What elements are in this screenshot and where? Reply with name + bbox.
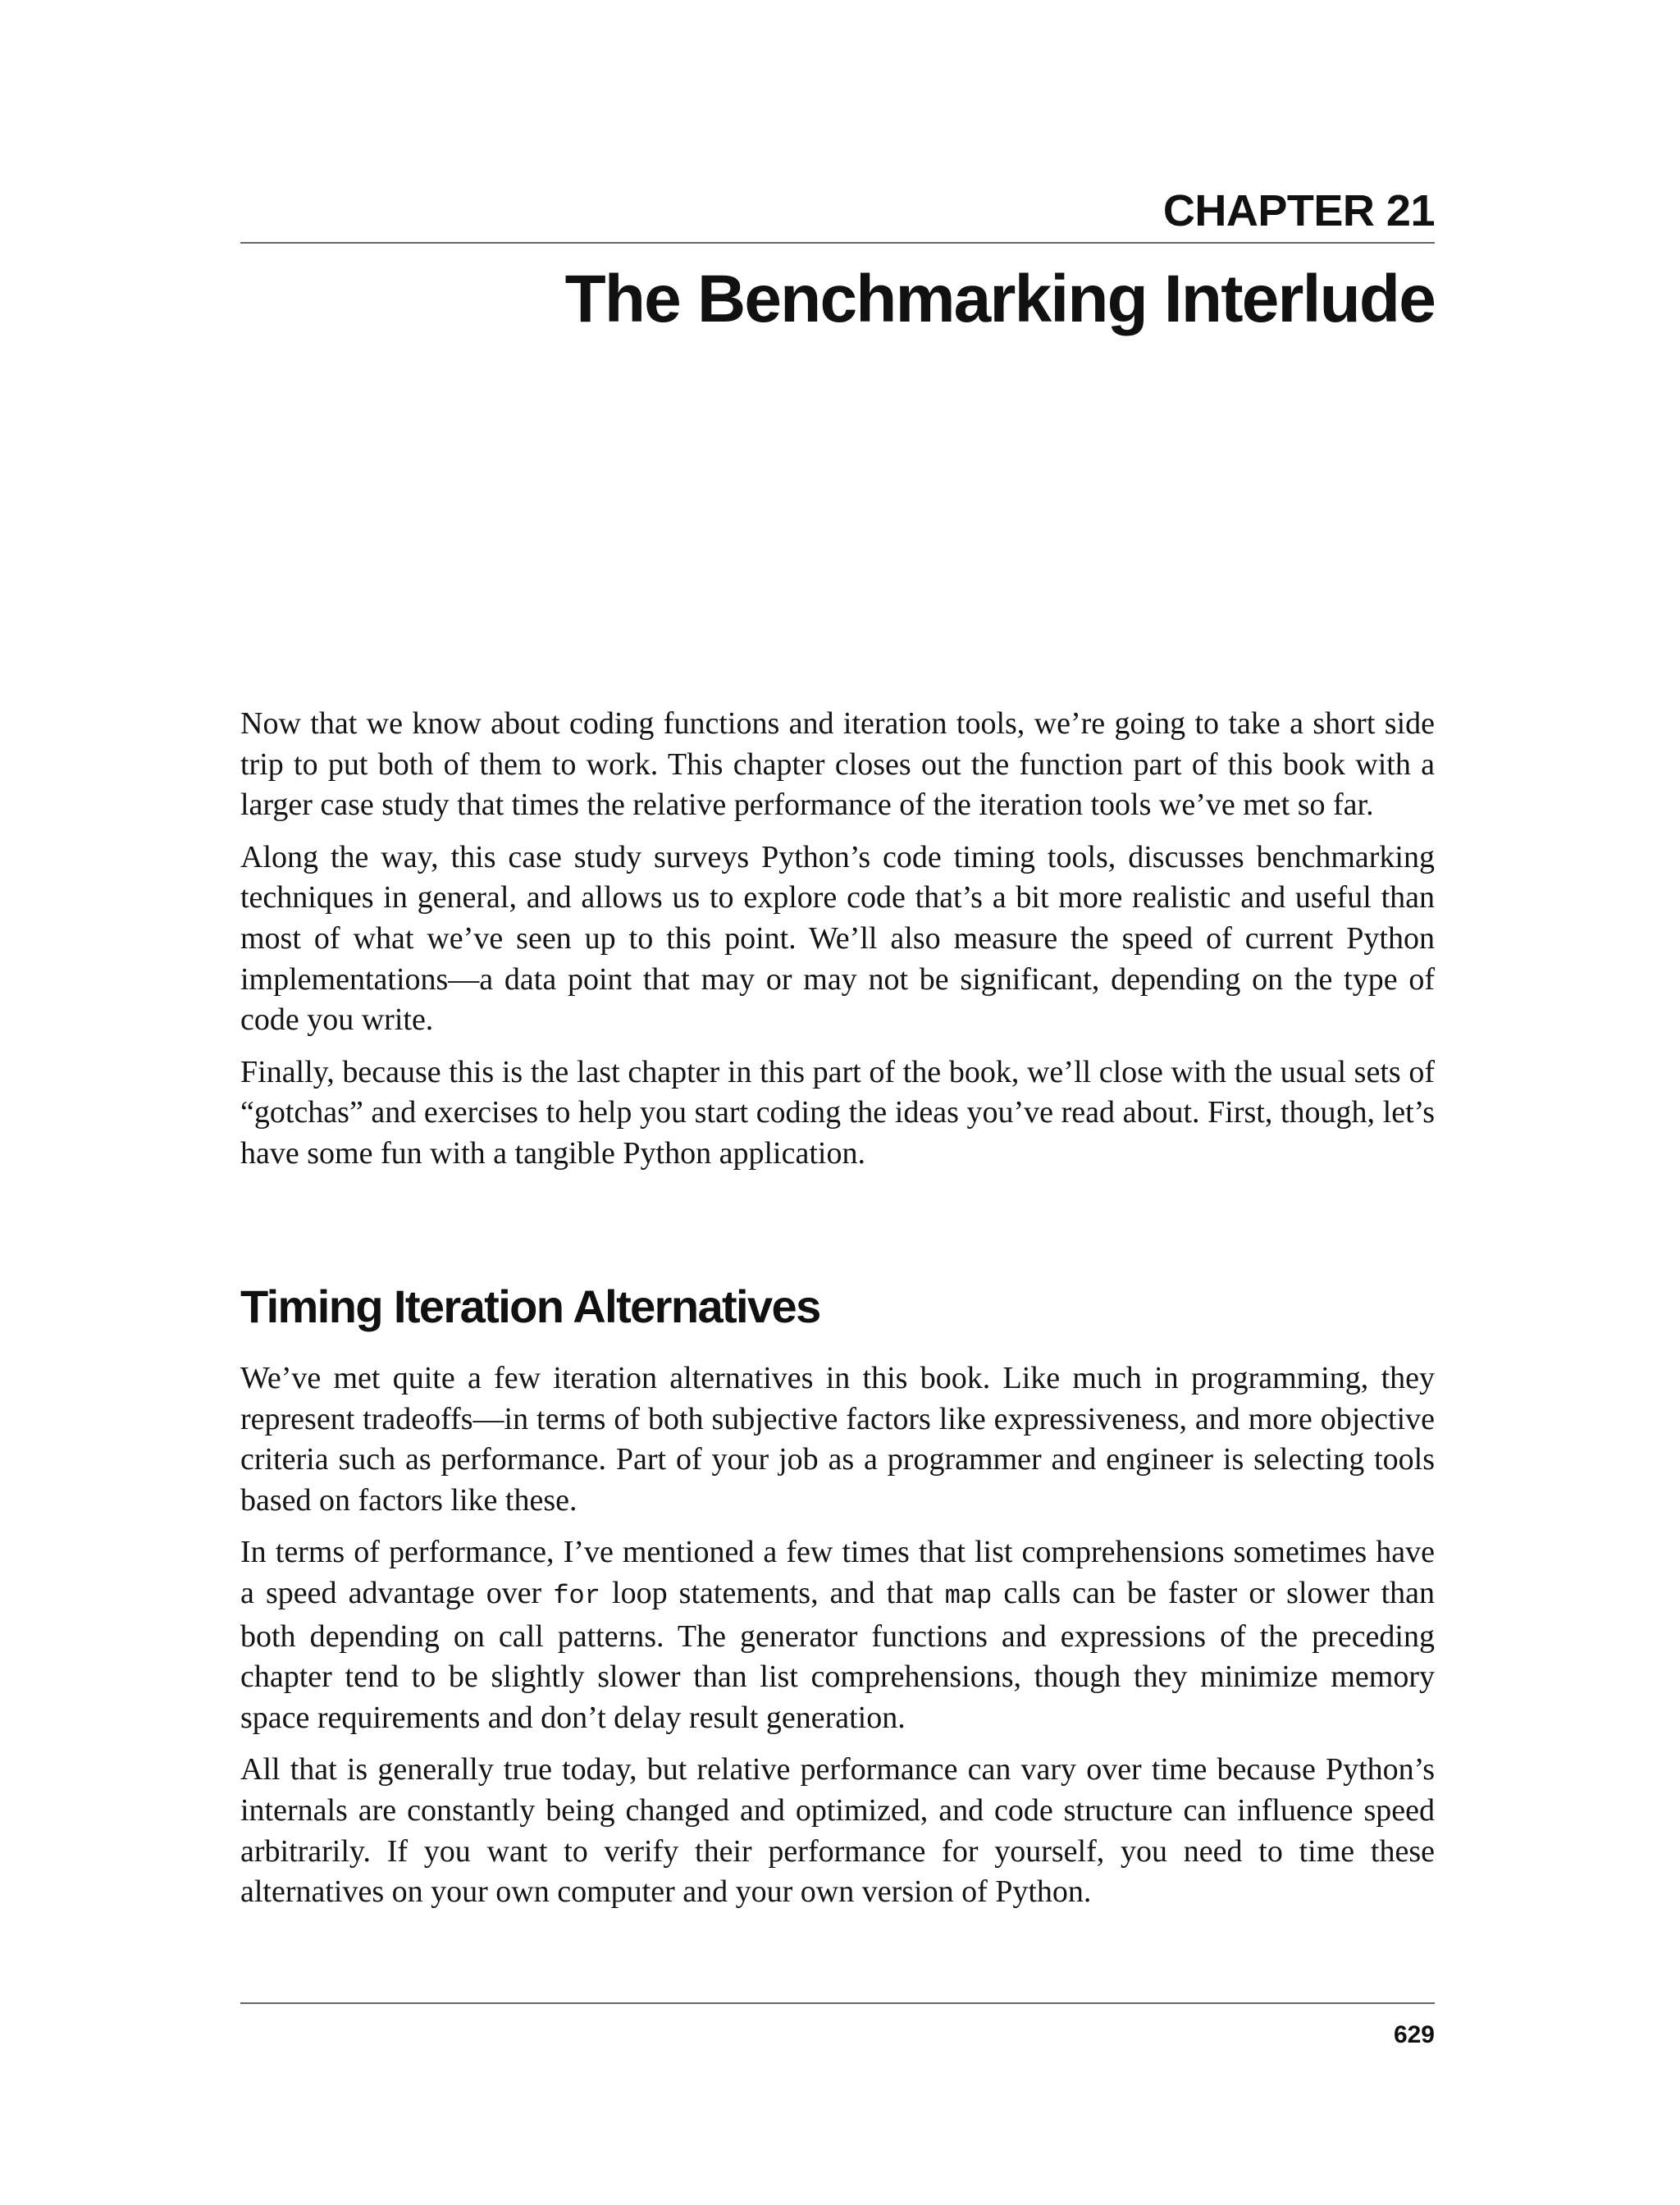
intro-paragraph-2: Along the way, this case study surveys Python’s code timing tools, discusses benchmarking techniques in general, and allows us to explore code that’s a bit more realistic and useful than most of what we’ve seen up to this point. We’ll also measure the speed of current Python implementations—a data point that may or may not be significant, depending on the type of code you write. [240,839,1435,1038]
chapter-label: CHAPTER 21 [1162,186,1435,235]
section-paragraph-2 [240,1532,1435,1738]
section-paragraph-3: All that is generally true today, but relative performance can vary over time because Python’s internals are constantly being changed and optimized, and code structure can influence speed arbitrarily. If you want to verify their performance for yourself, you need to time these alternatives on your own computer and your own version of Python. [240,1752,1435,1910]
intro-section [240,704,1435,1186]
code-for: for [553,1580,600,1611]
code-map: map [944,1580,993,1611]
text-run: calls can be faster or slower than both depending on call patterns. The generator functions and expressions of the preceding chapter tend to be slightly slower than list comprehensions, though they minimize memory space requirements and don’t delay result generation. [240,1575,1435,1735]
text-run: loop statements, and that [600,1575,945,1610]
section-heading: Timing Iteration Alternatives [240,1281,820,1332]
text-run: In terms of performance, I’ve mentioned a few times that list comprehensions sometimes have a speed advantage over [240,1535,1435,1610]
section-paragraph-1: We’ve met quite a few iteration alternatives in this book. Like much in programming, they represent tradeoffs—in terms of both subjective factors like expressiveness, and more objective criteria such as performance. Part of your job as a programmer and engineer is selecting tools based on factors like these. [240,1361,1435,1518]
page-number: 629 [1393,2021,1435,2048]
timing-section-body [240,1358,1435,1924]
intro-paragraph-1: Now that we know about coding functions and iteration tools, we’re going to take a short side trip to put both of them to work. This chapter closes out the function part of this book with a larger case study that times the relative performance of the iteration tools we’ve met so far. [240,706,1435,823]
chapter-divider [240,242,1435,244]
chapter-title: The Benchmarking Interlude [564,262,1435,336]
footer-divider [240,2002,1435,2004]
book-page [240,0,1435,2205]
intro-paragraph-3: Finally, because this is the last chapter in this part of the book, we’ll close with the usual sets of “gotchas” and exercises to help you start coding the ideas you’ve read about. First, though, let’s have some fun with a tangible Python application. [240,1054,1435,1171]
